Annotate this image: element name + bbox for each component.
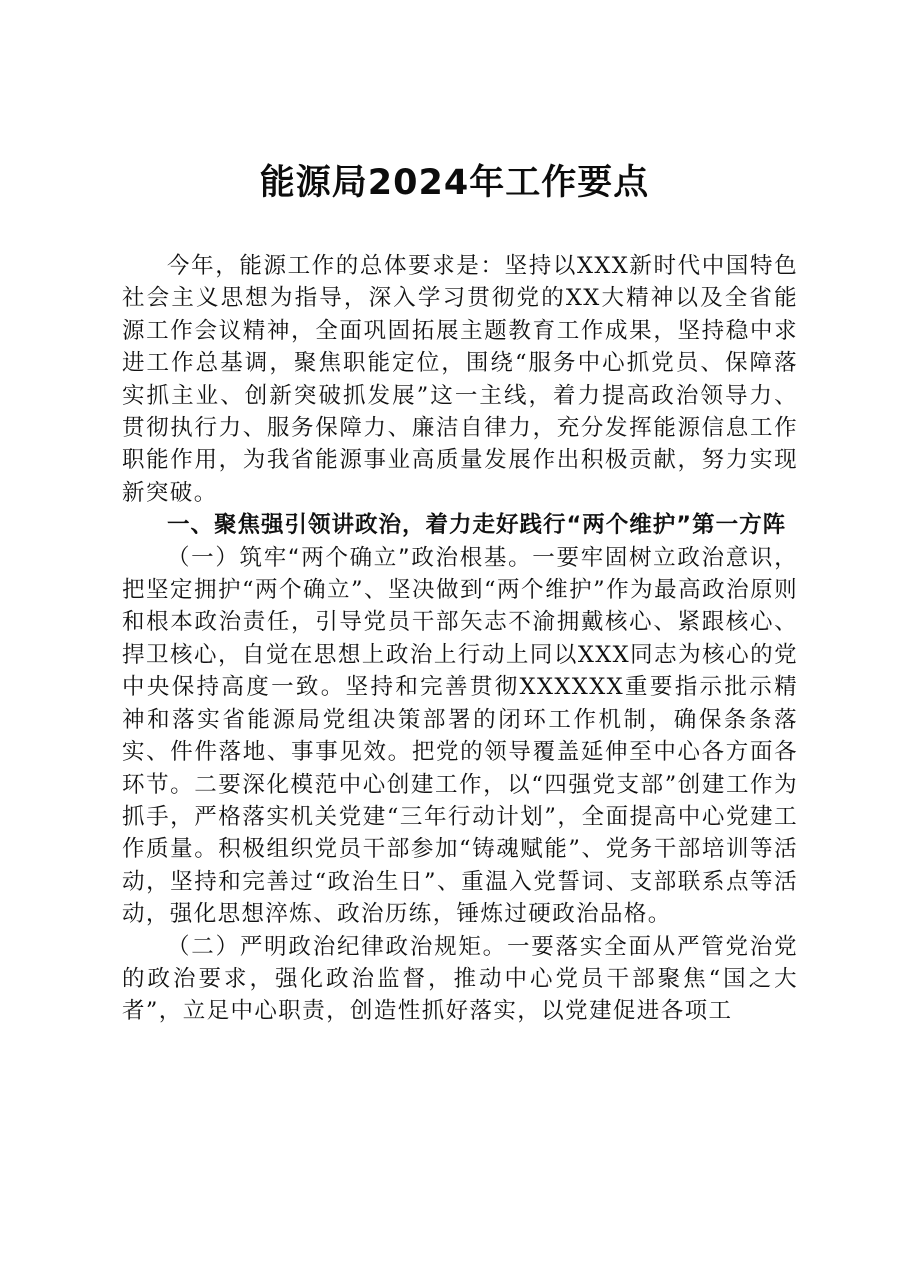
intro-paragraph: 今年，能源工作的总体要求是：坚持以XXX新时代中国特色社会主义思想为指导，深入学习贯彻党的XX大精神以及全省能源工作会议精神，全面巩固拓展主题教育工作成果，坚持稳中求进工作总基调，聚焦职能定位，围绕“服务中心抓党员、保障落实抓主业、创新突破抓发展”这一主线，着力提高政治领导力、贯彻执行力、服务保障力、廉洁自律力，充分发挥能源信息工作职能作用，为我省能源事业高质量发展作出积极贡献，努力实现新突破。 (122, 253, 798, 506)
section-1-item-1-label: （一）筑牢“两个确立”政治根基。 (167, 544, 533, 571)
document-title: 能源局2024年工作要点 (259, 163, 650, 203)
section-1-item-2-text: 一要落实全面从严管党治党的政治要求，强化政治监督，推动中心党员干部聚焦“国之大者”，立足中心职责，创造性抓好落实，以党建促进各项工 (122, 933, 798, 1025)
section-1-item-1-paragraph (122, 542, 798, 931)
document-body (122, 250, 798, 1028)
section-heading-1: 一、聚焦强引领讲政治，着力走好践行“两个维护”第一方阵 (167, 512, 787, 539)
section-1-item-1-text: 一要牢固树立政治意识，把坚定拥护“两个确立”、坚决做到“两个维护”作为最高政治原则和根本政治责任，引导党员干部矢志不渝拥戴核心、紧跟核心、捍卫核心，自觉在思想上政治上行动上同以XXX同志为核心的党中央保持高度一致。坚持和完善贯彻XXXXXX重要指示批示精神和落实省能源局党组决策部署的闭环工作机制，确保条条落实、件件落地、事事见效。把党的领导覆盖延伸至中心各方面各环节。二要深化模范中心创建工作，以“四强党支部”创建工作为抓手，严格落实机关党建“三年行动计划”，全面提高中心党建工作质量。积极组织党员干部参加“铸魂赋能”、党务干部培训等活动，坚持和完善过“政治生日”、重温入党誓词、支部联系点等活动，强化思想淬炼、政治历练，锤炼过硬政治品格。 (122, 544, 799, 928)
section-1-item-2-label: （二）严明政治纪律政治规矩。 (167, 933, 507, 960)
section-1-item-2-paragraph (122, 931, 798, 1028)
